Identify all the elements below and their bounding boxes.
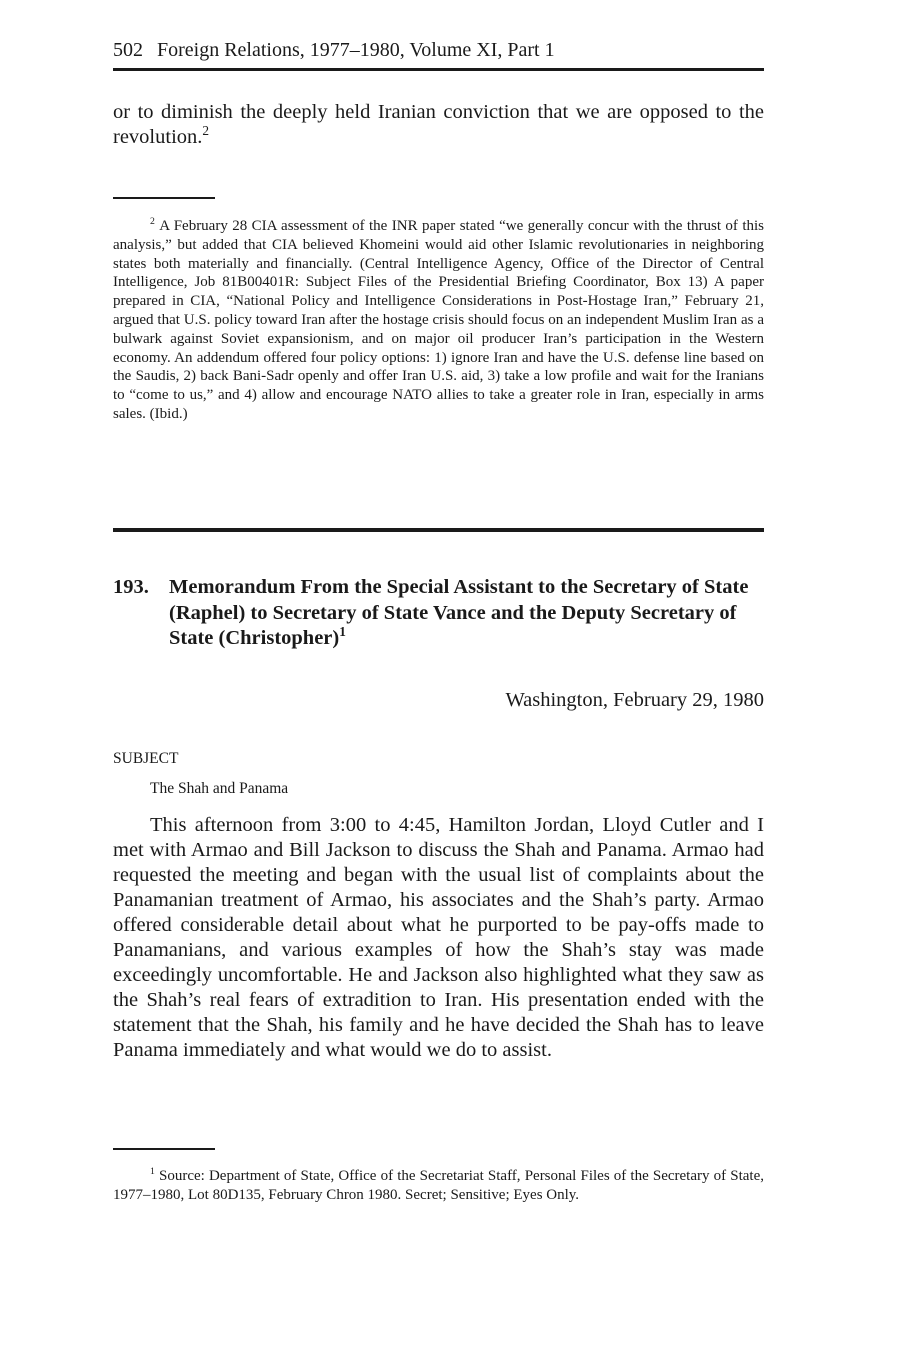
footnote-ref-1[interactable]: 1 — [339, 624, 346, 640]
header-rule — [113, 68, 764, 71]
page-number: 502 — [113, 39, 143, 61]
subject-label: SUBJECT — [113, 750, 179, 767]
footnote-1-marker: 1 — [150, 1166, 155, 1177]
document-page — [113, 0, 764, 1351]
footnote-2-marker: 2 — [150, 216, 155, 227]
footnote-2-text: A February 28 CIA assessment of the INR paper stated “we generally concur with the thrust of this analysis,” but added that CIA believed Khomeini would aid other Islamic revolutionaries in neighboring states both materially and financially. (Central Intelligence Agency, Office of the Director of Central Intelligence, Job 81B00401R: Subject Files of the Presidential Briefing Coordinator, Box 13) A paper prepared in CIA, “National Policy and Intelligence Considerations in Post-Hostage Iran,” February 21, argued that U.S. policy toward Iran after the hostage crisis should focus on an independent Muslim Iran as a bulwark against Soviet expansionism, and on major oil producer Iran’s participation in the Western economy. An addendum offered four policy options: 1) ignore Iran and have the U.S. defense line based on the Saudis, 2) back Bani-Sadr openly and offer Iran U.S. aid, 3) take a low profile and wait for the Iranians to “come to us,” and 4) allow and encourage NATO allies to take a greater role in Iran, especially in arms sales. (Ibid.) — [113, 218, 764, 422]
document-title: Memorandum From the Special Assistant to the Secretary of State (Raphel) to Secretary of State Vance and the Deputy Secretary of State (Christopher) — [169, 576, 749, 649]
volume-title: Foreign Relations, 1977–1980, Volume XI, Part 1 — [157, 39, 555, 61]
footnote-2 — [113, 217, 764, 424]
document-separator-rule — [113, 528, 764, 532]
memo-paragraph-1: This afternoon from 3:00 to 4:45, Hamilton Jordan, Lloyd Cutler and I met with Armao and Bill Jackson to discuss the Shah and Panama. Armao had requested the meeting and began with the usual list of complaints about the Panamanian treatment of Armao, his associates and the Shah’s party. Armao offered considerable detail about what he purported to be pay-offs made to Panamanians, and various examples of how the Shah’s stay was made exceedingly uncomfortable. He and Jackson also highlighted what they saw as the Shah’s real fears of extradition to Iran. His presentation ended with the statement that the Shah, his family and he have decided the Shah has to leave Panama immediately and what would we do to assist. — [113, 814, 764, 1061]
footnote-divider — [113, 197, 215, 199]
footnote-ref-2[interactable]: 2 — [202, 123, 210, 139]
footnote-1 — [113, 1167, 764, 1205]
continuation-paragraph — [113, 100, 764, 150]
footnote-divider-2 — [113, 1148, 215, 1150]
continuation-text: or to diminish the deeply held Iranian conviction that we are opposed to the revolution. — [113, 101, 764, 148]
footnote-1-text: Source: Department of State, Office of the Secretariat Staff, Personal Files of the Secretary of State, 1977–1980, Lot 80D135, February Chron 1980. Secret; Sensitive; Eyes Only. — [113, 1168, 765, 1203]
dateline: Washington, February 29, 1980 — [505, 689, 764, 711]
document-heading — [113, 575, 764, 652]
subject-text: The Shah and Panama — [150, 780, 289, 797]
running-head — [113, 37, 764, 63]
document-title-block — [169, 575, 764, 652]
document-number: 193. — [113, 576, 149, 598]
